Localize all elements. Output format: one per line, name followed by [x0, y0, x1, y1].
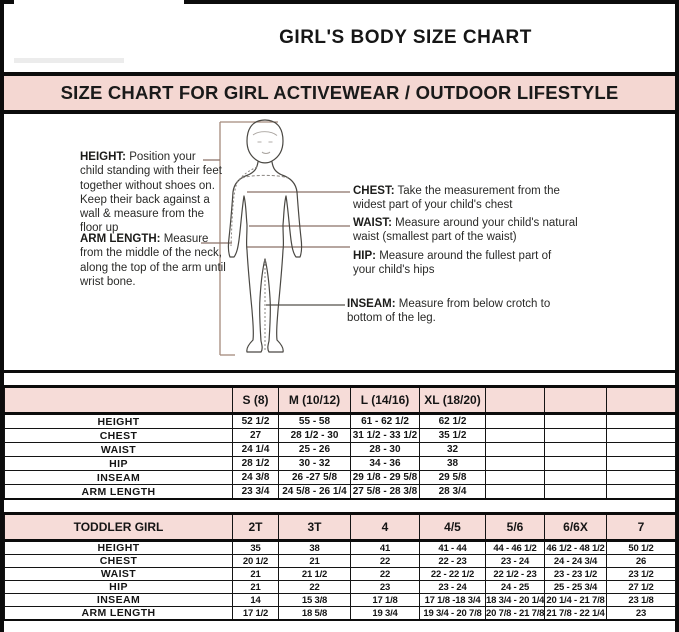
measurement-value-cell: 19 3/4 - 20 7/8: [420, 607, 486, 621]
table-row: [5, 555, 676, 568]
size-column-header: S (8): [233, 387, 279, 414]
measurement-value-cell: 41: [351, 541, 420, 555]
measurement-value-cell: 25 - 26: [279, 443, 351, 457]
measurement-value-cell: 50 1/2: [607, 541, 676, 555]
table-row: [5, 485, 676, 500]
spacer-strip: [0, 500, 679, 512]
measurement-value-cell: 30 - 32: [279, 457, 351, 471]
page-title: GIRL'S BODY SIZE CHART: [279, 27, 532, 48]
measurement-value-cell: 17 1/2: [233, 607, 279, 621]
measurement-value-cell: 27 5/8 - 28 3/8: [351, 485, 420, 500]
measurement-value-cell: 29 5/8: [420, 471, 486, 485]
measurement-value-cell: 32: [420, 443, 486, 457]
measurement-row-label: WAIST: [5, 568, 233, 581]
whiteout-artifact: [14, 0, 184, 13]
height-note-label: HEIGHT:: [80, 151, 126, 163]
empty-cell: [545, 457, 607, 471]
measurement-value-cell: 28 1/2 - 30: [279, 429, 351, 443]
measurement-value-cell: 28 1/2: [233, 457, 279, 471]
inseam-note: INSEAM: Measure from below crotch to bottom of the leg.: [347, 298, 551, 325]
measurement-value-cell: 15 3/8: [279, 594, 351, 607]
measurement-value-cell: 38: [420, 457, 486, 471]
size-column-header: L (14/16): [351, 387, 420, 414]
measurement-value-cell: 22 1/2 - 23: [486, 568, 545, 581]
measurement-value-cell: 22 - 22 1/2: [420, 568, 486, 581]
size-column-header: 5/6: [486, 514, 545, 541]
measurement-value-cell: 24 - 25: [486, 581, 545, 594]
measurement-value-cell: 23 - 24: [486, 555, 545, 568]
table-row: [5, 594, 676, 607]
measurement-row-label: ARM LENGTH: [5, 607, 233, 621]
empty-cell: [486, 457, 545, 471]
empty-header-cell: [5, 387, 233, 414]
empty-cell: [607, 429, 676, 443]
measurement-value-cell: 25 - 25 3/4: [545, 581, 607, 594]
measurement-value-cell: 41 - 44: [420, 541, 486, 555]
measurement-value-cell: 17 1/8 -18 3/4: [420, 594, 486, 607]
measurement-value-cell: 18 3/4 - 20 1/4: [486, 594, 545, 606]
size-column-header: XL (18/20): [420, 387, 486, 414]
measurement-value-cell: 38: [279, 541, 351, 555]
body-outline: [228, 162, 301, 352]
measurement-value-cell: 23 - 24: [420, 581, 486, 594]
bottom-strip: [0, 621, 679, 632]
table-row: [5, 457, 676, 471]
measurement-value-cell: 52 1/2: [233, 414, 279, 429]
table-row: [5, 443, 676, 457]
toddler-sizes-table: [4, 512, 676, 621]
measurement-value-cell: 23: [351, 581, 420, 594]
empty-cell: [486, 443, 545, 457]
empty-cell: [486, 485, 545, 500]
measurement-value-cell: 23 1/2: [607, 568, 676, 581]
banner-title: SIZE CHART FOR GIRL ACTIVEWEAR / OUTDOOR LIFESTYLE: [60, 82, 619, 103]
measurement-value-cell: 34 - 36: [351, 457, 420, 471]
size-column-header: 7: [607, 514, 676, 541]
table-row: [5, 471, 676, 485]
measurement-value-cell: 23 3/4: [233, 485, 279, 500]
measurement-row-label: CHEST: [5, 429, 233, 443]
arm-length-note-label: ARM LENGTH:: [80, 233, 161, 245]
shoulder-seam-dotted: [242, 175, 288, 178]
measurement-value-cell: 21: [279, 555, 351, 568]
measurement-row-label: CHEST: [5, 555, 233, 568]
empty-header-cell: [486, 387, 545, 414]
measurement-value-cell: 21: [233, 581, 279, 594]
empty-cell: [607, 414, 676, 429]
arm-length-note: ARM LENGTH: Measure from the middle of the neck, along the top of the arm until wrist bone.: [80, 233, 226, 288]
measurement-value-cell: 22: [351, 568, 420, 581]
measurement-value-cell: 23 1/8: [607, 594, 676, 607]
spacer-strip: [0, 373, 679, 385]
empty-cell: [607, 485, 676, 500]
face-details: [253, 132, 277, 154]
measurement-value-cell: 20 7/8 - 21 7/8: [486, 607, 545, 619]
measurement-value-cell: 14: [233, 594, 279, 607]
empty-header-cell: [545, 387, 607, 414]
measurement-value-cell: 61 - 62 1/2: [351, 414, 420, 429]
measurement-row-label: HIP: [5, 581, 233, 594]
size-column-header: 2T: [233, 514, 279, 541]
chest-note-label: CHEST:: [353, 185, 395, 197]
size-column-header: M (10/12): [279, 387, 351, 414]
measurement-value-cell: 28 - 30: [351, 443, 420, 457]
measurement-value-cell: 24 3/8: [233, 471, 279, 485]
table-row: [5, 568, 676, 581]
measurement-row-label: INSEAM: [5, 471, 233, 485]
measurement-value-cell: 18 5/8: [279, 607, 351, 621]
empty-cell: [486, 471, 545, 485]
measurement-value-cell: 44 - 46 1/2: [486, 541, 545, 555]
measurement-value-cell: 22 - 23: [420, 555, 486, 568]
measurement-value-cell: 29 1/8 - 29 5/8: [351, 471, 420, 485]
measurement-value-cell: 31 1/2 - 33 1/2: [351, 429, 420, 443]
measurement-value-cell: 23: [607, 607, 676, 621]
chest-note: CHEST: Take the measurement from the widest part of your child's chest: [353, 185, 560, 212]
empty-cell: [545, 414, 607, 429]
size-column-header: 4/5: [420, 514, 486, 541]
measurement-row-label: HEIGHT: [5, 541, 233, 555]
table-row: [5, 414, 676, 429]
empty-cell: [545, 443, 607, 457]
measurement-row-label: WAIST: [5, 443, 233, 457]
table-row: [5, 607, 676, 621]
empty-cell: [607, 443, 676, 457]
measurement-row-label: INSEAM: [5, 594, 233, 607]
measurement-row-label: HIP: [5, 457, 233, 471]
table-row: [5, 541, 676, 555]
banner: [0, 76, 679, 114]
measurement-value-cell: 55 - 58: [279, 414, 351, 429]
height-note: HEIGHT: Position your child standing with their feet together without shoes on. Keep their back against a wall & measure from the floor up: [80, 151, 222, 235]
measurement-value-cell: 27: [233, 429, 279, 443]
measurement-value-cell: 62 1/2: [420, 414, 486, 429]
measurement-value-cell: 35 1/2: [420, 429, 486, 443]
measurement-value-cell: 20 1/4 - 21 7/8: [546, 594, 605, 606]
empty-cell: [545, 485, 607, 500]
measurement-row-label: HEIGHT: [5, 414, 233, 429]
empty-cell: [486, 414, 545, 429]
measurement-value-cell: 24 - 24 3/4: [545, 555, 607, 568]
table-header-row: [5, 387, 676, 414]
measurement-value-cell: 24 5/8 - 26 1/4: [279, 485, 351, 500]
measurement-value-cell: 22: [279, 581, 351, 594]
measurement-row-label: ARM LENGTH: [5, 485, 233, 500]
measurement-value-cell: 27 1/2: [607, 581, 676, 594]
measurement-value-cell: 24 1/4: [233, 443, 279, 457]
smudge-artifact: [14, 58, 124, 63]
table-row: [5, 581, 676, 594]
table-header-row: [5, 514, 676, 541]
measurement-value-cell: 21 7/8 - 22 1/4: [546, 607, 605, 619]
measurement-value-cell: 28 3/4: [420, 485, 486, 500]
measurement-value-cell: 22: [351, 555, 420, 568]
measurement-value-cell: 21: [233, 568, 279, 581]
size-column-header: 4: [351, 514, 420, 541]
measurement-value-cell: 19 3/4: [351, 607, 420, 621]
size-column-header: 3T: [279, 514, 351, 541]
measurement-value-cell: 21 1/2: [279, 568, 351, 581]
measurement-value-cell: 46 1/2 - 48 1/2: [546, 542, 605, 554]
measurement-value-cell: 26: [607, 555, 676, 568]
empty-cell: [545, 429, 607, 443]
arm-length-dotted-path: [231, 167, 257, 246]
girl-sizes-table-wrap: [0, 385, 679, 500]
size-column-header: 6/6X: [545, 514, 607, 541]
empty-cell: [607, 457, 676, 471]
measurement-value-cell: 23 - 23 1/2: [545, 568, 607, 581]
waist-note-label: WAIST:: [353, 217, 392, 229]
hip-note-label: HIP:: [353, 250, 376, 262]
empty-header-cell: [607, 387, 676, 414]
hip-note: HIP: Measure around the fullest part of your child's hips: [353, 250, 552, 277]
table-row: [5, 429, 676, 443]
inseam-note-label: INSEAM:: [347, 298, 396, 310]
measurement-value-cell: 26 -27 5/8: [279, 471, 351, 485]
measurement-diagram: [0, 114, 679, 373]
girl-sizes-table: [4, 385, 676, 500]
empty-cell: [607, 471, 676, 485]
toddler-sizes-table-wrap: [0, 512, 679, 621]
waist-note: WAIST: Measure around your child's natural waist (smallest part of the waist): [353, 217, 578, 244]
measurement-value-cell: 20 1/2: [233, 555, 279, 568]
empty-cell: [545, 471, 607, 485]
size-column-header: TODDLER GIRL: [5, 514, 233, 541]
measurement-value-cell: 17 1/8: [351, 594, 420, 607]
empty-cell: [486, 429, 545, 443]
measurement-value-cell: 35: [233, 541, 279, 555]
head-outline: [247, 120, 283, 163]
